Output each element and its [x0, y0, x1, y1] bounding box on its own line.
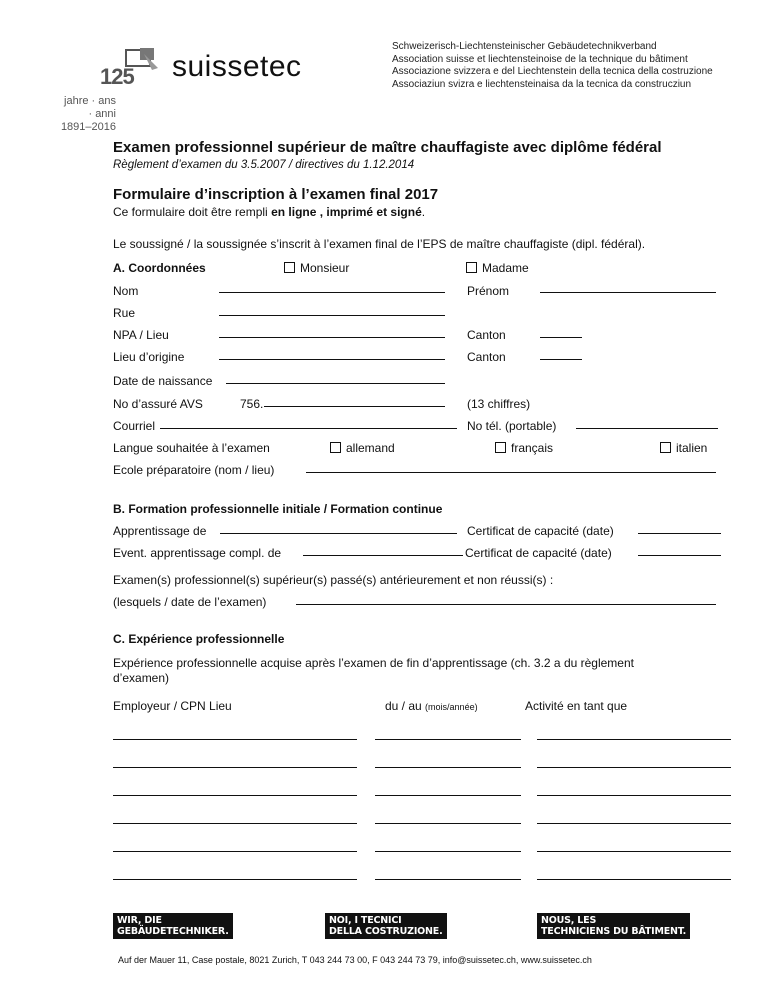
- logo-anniversary-text: [58, 95, 116, 134]
- nom-field[interactable]: [219, 292, 445, 293]
- apprentissage-field[interactable]: [220, 533, 457, 534]
- experience-employeur-field[interactable]: [113, 795, 357, 796]
- organization-names: [392, 41, 713, 91]
- certificat-2-field[interactable]: [638, 555, 721, 556]
- experience-activite-field[interactable]: [537, 795, 731, 796]
- document-subtitle: Règlement d’examen du 3.5.2007 / directives du 1.12.2014: [113, 159, 415, 171]
- examen-anterieur-label: Examen(s) professionnel(s) supérieur(s) passé(s) antérieurement et non réussi(s) :: [113, 573, 554, 587]
- experience-activite-field[interactable]: [537, 879, 731, 880]
- certificat-field[interactable]: [638, 533, 721, 534]
- italien-checkbox[interactable]: [660, 442, 671, 453]
- badge-it: NOI, I TECNICI DELLA COSTRUZIONE.: [325, 913, 447, 939]
- origine-label: Lieu d’origine: [113, 350, 185, 364]
- col-employeur-header: Employeur / CPN Lieu: [113, 699, 232, 713]
- ecole-field[interactable]: [306, 472, 716, 473]
- badge-fr: NOUS, LES TECHNICIENS DU BÂTIMENT.: [537, 913, 690, 939]
- canton-field[interactable]: [540, 337, 582, 338]
- form-title: Formulaire d’inscription à l’examen final 2017: [113, 186, 439, 203]
- italien-option[interactable]: italien: [660, 441, 707, 455]
- col-du-au-header: du / au (mois/année): [385, 699, 478, 713]
- experience-periode-field[interactable]: [375, 739, 521, 740]
- certificat-2-label: Certificat de capacité (date): [465, 546, 612, 560]
- prenom-field[interactable]: [540, 292, 716, 293]
- form-instruction: Ce formulaire doit être rempli en ligne , imprimé et signé.: [113, 205, 426, 219]
- ecole-label: Ecole préparatoire (nom / lieu): [113, 463, 275, 477]
- experience-periode-field[interactable]: [375, 795, 521, 796]
- experience-employeur-field[interactable]: [113, 851, 357, 852]
- experience-activite-field[interactable]: [537, 823, 731, 824]
- tel-field[interactable]: [576, 428, 718, 429]
- experience-activite-field[interactable]: [537, 767, 731, 768]
- org-name-it: Associazione svizzera e del Liechtenstein della tecnica della costruzione: [392, 66, 713, 77]
- langue-label: Langue souhaitée à l’examen: [113, 441, 270, 455]
- experience-periode-field[interactable]: [375, 767, 521, 768]
- madame-checkbox[interactable]: [466, 262, 477, 273]
- courriel-field[interactable]: [160, 428, 457, 429]
- logo-sub-years: jahre · ans · anni: [64, 95, 116, 120]
- event-apprentissage-label: Event. apprentissage compl. de: [113, 546, 282, 560]
- experience-periode-field[interactable]: [375, 851, 521, 852]
- experience-employeur-field[interactable]: [113, 767, 357, 768]
- avs-label: No d’assuré AVS: [113, 397, 203, 411]
- origine-field[interactable]: [219, 359, 445, 360]
- avs-prefix: 756.: [240, 397, 264, 411]
- org-name-rm: Associaziun svizra e liechtensteinaisa da la tecnica da construcziun: [392, 78, 692, 90]
- canton-origine-label: Canton: [467, 350, 506, 364]
- experience-activite-field[interactable]: [537, 851, 731, 852]
- monsieur-option[interactable]: Monsieur: [284, 261, 349, 275]
- rue-field[interactable]: [219, 315, 445, 316]
- prenom-label: Prénom: [467, 284, 510, 298]
- org-name-fr: Association suisse et liechtensteinoise de la technique du bâtiment: [392, 53, 688, 65]
- certificat-label: Certificat de capacité (date): [467, 524, 614, 538]
- apprentissage-label: Apprentissage de: [113, 524, 207, 538]
- naissance-label: Date de naissance: [113, 374, 213, 388]
- footer-address: Auf der Mauer 11, Case postale, 8021 Zurich, T 043 244 73 00, F 043 244 73 79, info@suissetec.ch, www.suissetec.ch: [118, 955, 592, 965]
- experience-employeur-field[interactable]: [113, 879, 357, 880]
- document-title: Examen professionnel supérieur de maître chauffagiste avec diplôme fédéral: [113, 139, 662, 156]
- section-b-title: B. Formation professionnelle initiale / Formation continue: [113, 502, 443, 516]
- lesquels-label: (lesquels / date de l’examen): [113, 595, 267, 609]
- section-a-title: A. Coordonnées: [113, 261, 206, 275]
- experience-periode-field[interactable]: [375, 823, 521, 824]
- canton-origine-field[interactable]: [540, 359, 582, 360]
- francais-option[interactable]: français: [495, 441, 553, 455]
- logo-anniversary-number: 125: [100, 64, 134, 89]
- logo-sub-range: 1891–2016: [60, 121, 116, 133]
- canton-label: Canton: [467, 328, 506, 342]
- npa-field[interactable]: [219, 337, 445, 338]
- tel-label: No tél. (portable): [467, 419, 557, 433]
- logo-wordmark: suissetec: [172, 50, 302, 83]
- org-name-de: Schweizerisch-Liechtensteinischer Gebäudetechnikverband: [392, 41, 657, 52]
- avs-field[interactable]: [264, 406, 445, 407]
- experience-employeur-field[interactable]: [113, 739, 357, 740]
- experience-activite-field[interactable]: [537, 739, 731, 740]
- col-activite-header: Activité en tant que: [525, 699, 628, 713]
- badge-de: WIR, DIE GEBÄUDETECHNIKER.: [113, 913, 233, 939]
- allemand-option[interactable]: allemand: [330, 441, 395, 455]
- avs-note: (13 chiffres): [467, 397, 531, 411]
- experience-desc-1: Expérience professionnelle acquise après l’examen de fin d’apprentissage (ch. 3.2 a du règlement: [113, 656, 634, 670]
- npa-label: NPA / Lieu: [113, 328, 169, 342]
- nom-label: Nom: [113, 284, 139, 298]
- allemand-checkbox[interactable]: [330, 442, 341, 453]
- intro-text: Le soussigné / la soussignée s’inscrit à l’examen final de l’EPS de maître chauffagiste (dipl. fédéral).: [113, 237, 646, 251]
- monsieur-checkbox[interactable]: [284, 262, 295, 273]
- experience-desc-2: d’examen): [113, 671, 170, 685]
- madame-option[interactable]: Madame: [466, 261, 529, 275]
- courriel-label: Courriel: [113, 419, 156, 433]
- lesquels-field[interactable]: [296, 604, 716, 605]
- experience-periode-field[interactable]: [375, 879, 521, 880]
- francais-checkbox[interactable]: [495, 442, 506, 453]
- section-c-title: C. Expérience professionnelle: [113, 632, 285, 646]
- naissance-field[interactable]: [226, 383, 445, 384]
- rue-label: Rue: [113, 306, 136, 320]
- experience-employeur-field[interactable]: [113, 823, 357, 824]
- event-apprentissage-field[interactable]: [303, 555, 463, 556]
